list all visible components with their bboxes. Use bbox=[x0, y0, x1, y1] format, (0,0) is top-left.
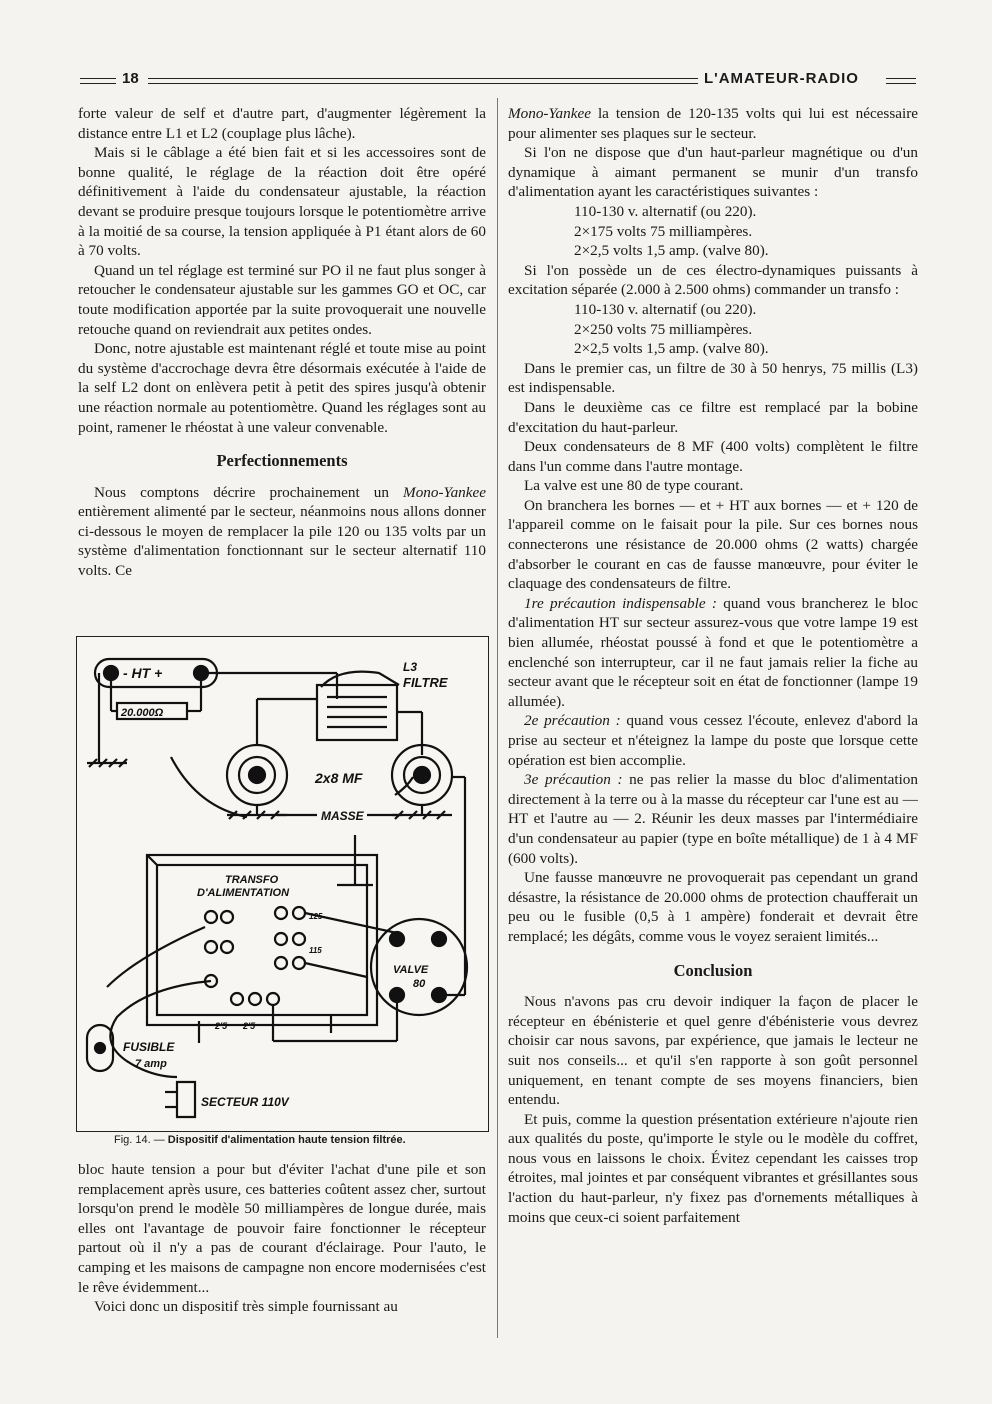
paragraph: Mais si le câblage a été bien fait et si les accessoires sont de bonne qualité, le réglage de la réaction doit être opéré définitivement à l'aide du condensateur ajustable, la réaction devant se produire presque toujours lorsque le potentiomètre arrive à la moitié de sa course, la tension appliquée à P1 étant alors de 60 à 70 volts. bbox=[78, 144, 486, 260]
paragraph: Si l'on ne dispose que d'un haut-parleur magnétique ou d'un dynamique à aimant permanent se munir d'un transfo d'alimentation ayant les caractéristiques suivantes : bbox=[508, 144, 918, 201]
spec-line: 2×2,5 volts 1,5 amp. (valve 80). bbox=[574, 340, 769, 358]
label-valve: VALVE bbox=[393, 964, 429, 976]
label-115v: 115 bbox=[309, 946, 322, 955]
paragraph bbox=[508, 711, 918, 770]
header-rule-right bbox=[886, 78, 916, 84]
spec-line: 2×250 volts 75 milliampères. bbox=[574, 320, 753, 338]
label-ht: - HT + bbox=[123, 665, 163, 681]
paragraph: Nous n'avons pas cru devoir indiquer la façon de placer le récepteur en ébénisterie et quel genre d'ébénisterie vous devrez choisir car nous savons, par expérience, que jamais le lecteur ne suit nos conseils... et qu'il s'en rapporte à son goût personnel uniquement, en tenant compte de ses moyens financiers, bien entendu. bbox=[508, 993, 918, 1109]
journal-title: L'AMATEUR-RADIO bbox=[704, 70, 859, 87]
paragraph: Quand un tel réglage est terminé sur PO il ne faut plus songer à retoucher le condensateur ajustable sur les gammes GO et OC, car toute modification apportée par la suite provoquerait une nouvelle retouche quand on reviendrait aux petites ondes. bbox=[78, 261, 486, 338]
paragraph: Et puis, comme la question présentation extérieure n'ajoute rien aux qualités du poste, qu'importe le style ou le modèle du coffret, nous vous en laissons le choix. Évitez cependant les caisses trop étroites, mal jointes et par conséquent vibrantes et grésillantes sous l'action du haut-parleur, n'y fixez pas d'ornements métalliques à moins que ceux-ci soient parfaitement bbox=[508, 1110, 918, 1226]
paragraph bbox=[78, 483, 486, 581]
circuit-diagram bbox=[77, 637, 488, 1131]
ht-minus-terminal bbox=[104, 666, 118, 680]
ht-plus-terminal bbox=[194, 666, 208, 680]
caption-text: Dispositif d'alimentation haute tension filtrée. bbox=[167, 1134, 406, 1146]
paragraph bbox=[508, 770, 918, 868]
paragraph: bloc haute tension a pour but d'éviter l'achat d'une pile et son remplacement après usure, ces batteries coûtent assez cher, surtout lorsqu'on prend le modèle 50 milliampères de longue durée, mais elles ont l'avantage de pouvoir faire fonctionner le récepteur partout où il n'y a pas de courant d'éclairage. Pour l'auto, le camping et les maisons de campagne non encore modernisées c'est le rêve évidemment... bbox=[78, 1161, 486, 1296]
paragraph: Voici donc un dispositif très simple fournissant au bbox=[94, 1298, 398, 1316]
paragraph: Donc, notre ajustable est maintenant réglé et toute mise au point du système d'accrochage devra être désormais exécutée à l'aide de la self L2 dont on enlèvera petit à petit des spires jusqu'à obtenir une réaction normale au potentiomètre. Quand les réglages sont au point, ramener le rhéostat à une valeur convenable. bbox=[78, 340, 486, 436]
label-resistor: 20.000Ω bbox=[121, 707, 164, 719]
paragraph: Deux condensateurs de 8 MF (400 volts) complètent le filtre dans l'un comme dans l'autre montage. bbox=[508, 438, 918, 475]
text-run: ne pas relier la masse du bloc d'alimentation directement à la terre ou à la masse du récepteur car l'une est au — HT et l'autre au — 2. Réunir les deux masses par l'intermédiaire d'un condensateur au papier (type en boîte métallique) de 1 à 4 MF (600 volts). bbox=[508, 771, 918, 867]
label-filtre: FILTRE bbox=[403, 675, 448, 690]
label-2-5a: 2'5 bbox=[215, 1021, 228, 1031]
section-heading: Conclusion bbox=[673, 960, 753, 980]
text-run: quand vous brancherez le bloc d'alimentation HT sur secteur assurez-vous que votre lampe 19 est bien allumée, rhéostat poussé à fond et que le potentiomètre a enclenché son interrupteur, car il ne faut jamais relier la fiche au secteur avant que le récepteur soit en état de fonctionner (lampe 19 allumée). bbox=[508, 594, 918, 710]
spec-line: 2×175 volts 75 milliampères. bbox=[574, 222, 753, 240]
paragraph bbox=[508, 594, 918, 712]
figure-caption bbox=[114, 1134, 406, 1146]
header-rule-middle bbox=[148, 78, 698, 84]
page-number: 18 bbox=[122, 70, 139, 87]
right-column bbox=[508, 104, 918, 1227]
caption-prefix: Fig. 14. — bbox=[114, 1134, 168, 1146]
text-run: la tension de 120-135 volts qui lui est nécessaire pour alimenter ses plaques sur le secteur. bbox=[508, 105, 918, 142]
column-divider bbox=[497, 98, 498, 1338]
label-caps: 2x8 MF bbox=[315, 770, 363, 786]
label-transfo-2: D'ALIMENTATION bbox=[197, 887, 290, 899]
filter-choke bbox=[317, 685, 397, 740]
circuit-figure bbox=[76, 636, 489, 1132]
header-rule-left bbox=[80, 78, 116, 84]
paragraph: Si l'on possède un de ces électro-dynamiques puissants à excitation séparée (2.000 à 2.500 ohms) commander un transfo : bbox=[508, 261, 918, 299]
paragraph: forte valeur de self et d'autre part, d'augmenter légèrement la distance entre L1 et L2 (couplage plus lâche). bbox=[78, 105, 486, 142]
spec-line: 110-130 v. alternatif (ou 220). bbox=[574, 202, 757, 220]
text-run: entièrement alimenté par le secteur, néanmoins nous allons donner ci-dessous le moyen de remplacer la pile 120 ou 135 volts par un système d'alimentation fonctionnant sur le secteur alternatif 110 volts. Ce bbox=[78, 503, 486, 580]
label-fusible: FUSIBLE bbox=[123, 1040, 175, 1054]
label-2-5b: 2'5 bbox=[243, 1021, 256, 1031]
italic-run: Mono-Yankee bbox=[403, 483, 486, 501]
mains-plug bbox=[177, 1082, 195, 1117]
left-column bbox=[78, 104, 486, 581]
italic-run: Mono-Yankee bbox=[508, 105, 591, 122]
paragraph: Dans le deuxième cas ce filtre est remplacé par la bobine d'excitation du haut-parleur. bbox=[508, 398, 918, 436]
label-transfo-1: TRANSFO bbox=[225, 874, 279, 886]
precaution-label: 1re précaution indispensable : bbox=[524, 594, 717, 612]
spec-line: 2×2,5 volts 1,5 amp. (valve 80). bbox=[574, 242, 769, 260]
label-l3: L3 bbox=[403, 660, 418, 674]
paragraph: Dans le premier cas, un filtre de 30 à 50 henrys, 75 millis (L3) est indispensable. bbox=[508, 359, 918, 397]
paragraph: Une fausse manœuvre ne provoquerait pas cependant un grand désastre, la résistance de 20.000 ohms de protection chaufferait un peu ou le fusible (0,5 à 1 ampère) fonderait et devrait être remplacé; les dégâts, comme vous le voyez seraient limités... bbox=[508, 869, 918, 945]
text-run: quand vous cessez l'écoute, enlevez d'abord la prise au secteur et n'éteignez la lampe du poste que lorsque cette opération est bien accomplie. bbox=[508, 712, 918, 769]
precaution-label: 2e précaution : bbox=[524, 712, 621, 730]
paragraph bbox=[508, 104, 918, 143]
spec-line: 110-130 v. alternatif (ou 220). bbox=[574, 300, 757, 318]
label-secteur: SECTEUR 110V bbox=[201, 1095, 289, 1109]
label-masse: MASSE bbox=[321, 809, 364, 823]
text-run: Nous comptons décrire prochainement un bbox=[94, 483, 404, 501]
paragraph: On branchera les bornes — et + HT aux bornes — et + 120 de l'appareil comme on le faisait pour la pile. Sur ces bornes nous connecterons une résistance de 20.000 ohms (2 watts) chargée d'absorber le courant en cas de fausse manœuvre, pour éviter le claquage des condensateurs de filtre. bbox=[508, 496, 918, 593]
label-80: 80 bbox=[413, 978, 426, 990]
label-125v: 125 bbox=[309, 912, 323, 921]
left-column-bottom bbox=[78, 1160, 486, 1317]
section-heading: Perfectionnements bbox=[216, 451, 348, 471]
precaution-label: 3e précaution : bbox=[524, 771, 623, 789]
label-amp: 7 amp bbox=[135, 1058, 167, 1070]
paragraph: La valve est une 80 de type courant. bbox=[524, 477, 744, 495]
